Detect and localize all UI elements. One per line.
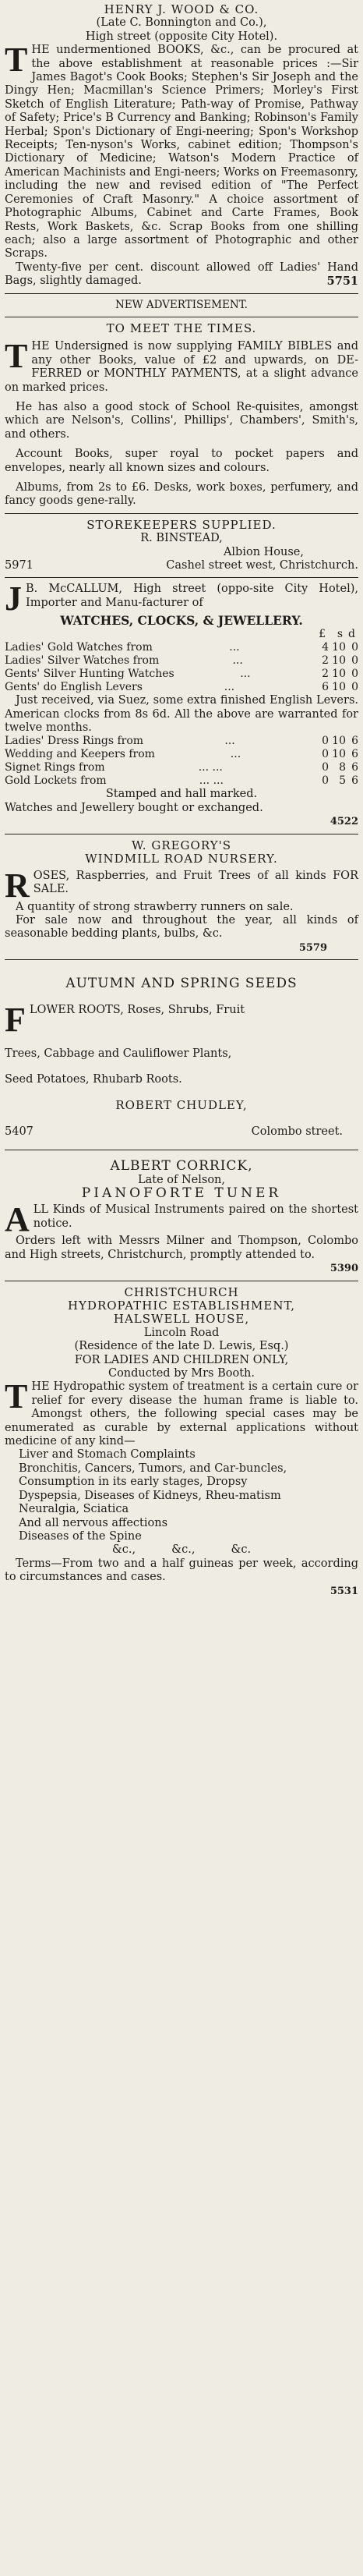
- gregory-p2: A quantity of strong strawberry runners on sale.: [16, 900, 294, 913]
- mccallum-lsd-header: [5, 628, 358, 641]
- price-l: 2: [322, 668, 329, 681]
- pence-header: d: [348, 627, 355, 640]
- price-d: 0: [351, 681, 358, 694]
- hydro-list-item: Consumption in its early stages, Dropsy: [19, 1476, 248, 1489]
- price-d: 6: [351, 761, 358, 774]
- mccallum-stamped: Stamped and hall marked.: [105, 788, 258, 801]
- price-dots: ... ...: [198, 761, 223, 774]
- gregory-dropcap: R: [5, 866, 30, 905]
- hydro-conducted: Conducted by Mrs Booth.: [107, 1367, 255, 1380]
- times-p2: He has also a good stock of School Re-quisites, amongst which are Nelson's, Collins', Phillips', Chambers', Smith's, and others.: [5, 400, 358, 441]
- corrick-dropcap: A: [5, 1200, 30, 1239]
- hydro-p1-text: HE Hydropathic system of treatment is a certain cure or relief for every disease the human frame is liable to. Amongst others, the following special cases may be enumerated as curable by external applications without medicine of any kind—: [5, 1380, 358, 1448]
- times-dropcap: T: [5, 337, 28, 376]
- price-s: 10: [332, 735, 346, 748]
- hydro-list-item: Dyspepsia, Diseases of Kidneys, Rheu-matism: [19, 1489, 281, 1502]
- mccallum-price-list-1: [5, 641, 358, 694]
- price-dots: ... ...: [199, 774, 224, 788]
- price-item: Ladies' Gold Watches from: [5, 641, 153, 654]
- wood-dropcap: T: [5, 41, 28, 80]
- chudley-l3: Seed Potatoes, Rhubarb Roots.: [5, 1072, 182, 1086]
- price-s: 10: [332, 748, 346, 761]
- price-value: [316, 641, 358, 654]
- price-d: 0: [351, 668, 358, 681]
- mccallum-mid: Just received, via Suez, some extra finished English Levers. American clocks from 8s 6d. All the above are warranted for twelve months.: [5, 694, 358, 735]
- price-d: 0: [351, 641, 358, 654]
- price-l: 0: [322, 761, 329, 774]
- gregory-ref: 5579: [298, 941, 327, 954]
- price-item: Ladies' Silver Watches from: [5, 654, 160, 668]
- divider: [5, 959, 358, 960]
- pounds-header: £: [319, 627, 326, 640]
- price-s: 8: [339, 761, 346, 774]
- wood-discount: [5, 261, 358, 289]
- corrick-ref: 5390: [330, 1263, 358, 1275]
- price-item: Wedding and Keepers from: [5, 748, 155, 761]
- hydro-subtitle: HYDROPATHIC ESTABLISHMENT,: [67, 1299, 296, 1313]
- hydro-etc: &c., &c., &c.: [111, 1543, 252, 1557]
- binstead-address: Cashel street west, Christchurch.: [166, 559, 358, 572]
- chudley-dropcap: F: [5, 1000, 26, 1039]
- price-row: [5, 668, 358, 681]
- price-row: [5, 761, 358, 774]
- hydro-conditions-list: [5, 1448, 358, 1543]
- hydro-residence: (Residence of the late D. Lewis, Esq.): [74, 1340, 289, 1353]
- new-advertisement-label: NEW ADVERTISEMENT.: [115, 298, 248, 311]
- binstead-title: STOREKEEPERS SUPPLIED.: [86, 517, 277, 532]
- hydro-for: FOR LADIES AND CHILDREN ONLY,: [74, 1353, 289, 1366]
- hydro-ref: 5531: [330, 1585, 358, 1597]
- price-item: Gents' Silver Hunting Watches: [5, 668, 174, 681]
- price-item: Signet Rings from: [5, 761, 105, 774]
- chudley-name: ROBERT CHUDLEY,: [115, 1098, 248, 1113]
- wood-subtitle: (Late C. Bonnington and Co.),: [96, 16, 267, 30]
- hydro-list-item: Liver and Stomach Complaints: [19, 1448, 196, 1462]
- gregory-subtitle: WINDMILL ROAD NURSERY.: [85, 852, 278, 866]
- hydro-title: CHRISTCHURCH: [124, 1284, 239, 1299]
- mccallum-heading: WATCHES, CLOCKS, & JEWELLERY.: [60, 613, 303, 629]
- price-s: 5: [339, 774, 346, 788]
- wood-address: High street (opposite City Hotel).: [85, 30, 278, 43]
- binstead-house: Albion House,: [223, 545, 304, 558]
- wood-discount-text: Twenty-five per cent. discount allowed off Ladies' Hand Bags, slightly damaged.: [5, 260, 358, 288]
- chudley-footer: [5, 1125, 358, 1139]
- wood-body-text: HE undermentioned BOOKS, &c., can be procured at the above establishment at reasonable prices :—Sir James Bagot's Cook Books; Stephen's Sir Joseph and the Dingy Hen; Macmillan's Science Primers; Morley's First Sketch of English Literature; Path-way of Promise, Pathway of Safety; Price's B Currency and Banking; Robinson's Family Herbal; Spon's Dictionary of Engi-neering; Spon's Workshop Receipts; Ten-nyson's Works, cabinet edition; Thompson's Dictionary of Medicine; Watson's Modern Practice of American Machinists and Engi-neers; Works on Freemasonry, including the new and revised edition of "The Perfect Ceremonies of Craft Masonry." A choice assortment of Photographic Albums, Cabinet and Carte Frames, Book Rests, Work Baskets, &c. Scrap Books from one shilling each; also a large assortment of Photographic and other Scraps.: [5, 44, 358, 260]
- times-title: TO MEET THE TIMES.: [106, 321, 257, 335]
- hydro-house: HALSWELL HOUSE,: [113, 1312, 250, 1327]
- times-p1-text: HE Undersigned is now supplying FAMILY BIBLES and any other Books, value of £2 and upwards, on DE-FERRED or MONTHLY PAYMENTS, at a slight advance on marked prices.: [5, 340, 358, 394]
- wood-ref: 5751: [326, 275, 358, 289]
- price-row: [5, 748, 358, 761]
- price-s: 10: [332, 654, 346, 668]
- price-d: 6: [351, 748, 358, 761]
- mccallum-price-list-2: [5, 735, 358, 788]
- price-dots: ...: [229, 641, 240, 654]
- price-value: [316, 735, 358, 748]
- corrick-p1-text: LL Kinds of Musical Instruments paired on the shortest notice.: [33, 1203, 358, 1230]
- price-value: [316, 654, 358, 668]
- price-row: [5, 641, 358, 654]
- price-dots: ...: [230, 748, 241, 761]
- price-value: [316, 774, 358, 788]
- mccallum-intro-text: B. McCALLUM, High street (oppo-site City Hotel), Importer and Manu-facturer of: [26, 583, 358, 609]
- mccallum-advertisement: [5, 579, 358, 828]
- price-l: 0: [322, 735, 329, 748]
- gregory-p1: [5, 866, 358, 905]
- corrick-p1: [5, 1200, 358, 1239]
- wood-body: [5, 41, 358, 261]
- price-value: [316, 668, 358, 681]
- price-row: [5, 681, 358, 694]
- mccallum-ref: 4522: [330, 816, 358, 828]
- wood-title: HENRY J. WOOD & CO.: [104, 2, 259, 16]
- divider: [5, 293, 358, 294]
- price-d: 6: [351, 774, 358, 788]
- price-dots: ...: [240, 668, 251, 681]
- gregory-advertisement: [5, 839, 358, 955]
- price-item: Ladies' Dress Rings from: [5, 735, 144, 748]
- chudley-l2: Trees, Cabbage and Cauliflower Plants,: [5, 1047, 232, 1060]
- mccallum-dropcap: J: [5, 579, 22, 618]
- price-dots: ...: [224, 735, 235, 748]
- price-dots: ...: [232, 654, 243, 668]
- corrick-advertisement: [5, 1160, 358, 1275]
- mccallum-intro: [5, 579, 358, 618]
- price-d: 0: [351, 654, 358, 668]
- times-p4: Albums, from 2s to £6. Desks, work boxes, perfumery, and fancy goods gene-rally.: [5, 481, 358, 508]
- price-d: 6: [351, 735, 358, 748]
- price-dots: ...: [224, 681, 235, 694]
- price-l: 0: [322, 748, 329, 761]
- price-s: 10: [332, 641, 346, 654]
- price-l: 2: [322, 654, 329, 668]
- price-s: 10: [332, 681, 346, 694]
- chudley-l1-text: LOWER ROOTS, Roses, Shrubs, Fruit: [29, 1003, 245, 1016]
- price-l: 0: [322, 774, 329, 788]
- corrick-p2: Orders left with Messrs Milner and Thompson, Colombo and High streets, Christchurch, promptly attended to.: [5, 1235, 358, 1261]
- hydro-list-item: And all nervous affections: [19, 1516, 168, 1529]
- mccallum-repaired: Watches and Jewellery bought or exchanged.: [5, 801, 263, 814]
- price-value: [316, 748, 358, 761]
- chudley-l1: [5, 1000, 358, 1039]
- corrick-late: Late of Nelson,: [137, 1173, 226, 1186]
- divider: [5, 577, 358, 578]
- price-item: Gold Lockets from: [5, 774, 107, 788]
- price-l: 6: [322, 681, 329, 694]
- price-row: [5, 654, 358, 668]
- chudley-title: AUTUMN AND SPRING SEEDS: [65, 976, 298, 992]
- times-advertisement: [5, 322, 358, 508]
- times-p3: Account Books, super royal to pocket papers and envelopes, nearly all known sizes and colours.: [5, 448, 358, 474]
- gregory-title: W. GREGORY'S: [132, 838, 231, 852]
- price-value: [316, 761, 358, 774]
- chudley-advertisement: [5, 965, 358, 1145]
- price-s: 10: [332, 668, 346, 681]
- price-value: [316, 681, 358, 694]
- shillings-header: s: [337, 627, 343, 640]
- price-l: 4: [322, 641, 329, 654]
- chudley-ref: 5407: [5, 1125, 33, 1138]
- binstead-name: R. BINSTEAD,: [140, 532, 223, 545]
- gregory-p1-text: OSES, Raspberries, and Fruit Trees of all kinds FOR SALE.: [33, 869, 358, 895]
- chudley-address: Colombo street.: [251, 1125, 343, 1138]
- divider: [5, 513, 358, 514]
- hydro-p1: [5, 1377, 358, 1448]
- hydro-advertisement: [5, 1286, 358, 1598]
- corrick-role: PIANOFORTE TUNER: [81, 1185, 282, 1201]
- wood-advertisement: [5, 0, 358, 289]
- hydro-terms: Terms—From two and a half guineas per week, according to circumstances and cases.: [5, 1557, 358, 1584]
- hydro-list-item: Bronchitis, Cancers, Tumors, and Car-buncles,: [19, 1462, 287, 1475]
- binstead-footer: [5, 559, 358, 572]
- binstead-ref: 5971: [5, 559, 33, 572]
- price-row: [5, 774, 358, 788]
- times-p1: [5, 337, 358, 395]
- hydro-road: Lincoln Road: [143, 1326, 220, 1339]
- price-row: [5, 735, 358, 748]
- hydro-list-item: Neuralgia, Sciatica: [19, 1503, 129, 1516]
- binstead-advertisement: [5, 519, 358, 573]
- price-item: Gents' do English Levers: [5, 681, 143, 694]
- hydro-dropcap: T: [5, 1377, 28, 1416]
- gregory-p3: For sale now and throughout the year, all kinds of seasonable bedding plants, bulbs, &c.: [5, 913, 358, 941]
- hydro-list-item: Diseases of the Spine: [19, 1529, 142, 1543]
- corrick-name: ALBERT CORRICK,: [110, 1158, 253, 1175]
